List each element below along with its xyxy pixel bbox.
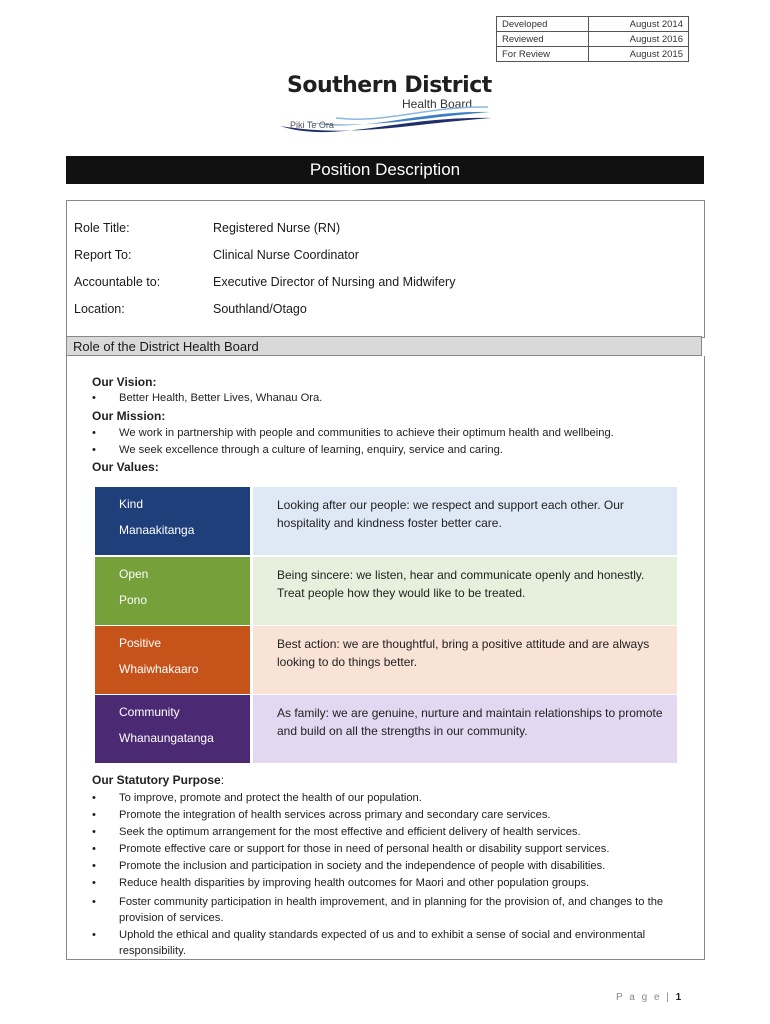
role-value: Executive Director of Nursing and Midwifery xyxy=(213,275,456,289)
role-key: Accountable to: xyxy=(74,275,161,289)
role-details xyxy=(66,200,705,338)
revision-table xyxy=(496,16,689,62)
role-key: Location: xyxy=(74,302,125,316)
logo-subtitle: Health Board xyxy=(402,97,473,111)
role-value: Clinical Nurse Coordinator xyxy=(213,248,359,262)
vision-heading: Our Vision: xyxy=(92,375,157,389)
revision-date: August 2015 xyxy=(588,47,688,62)
revision-date: August 2016 xyxy=(588,32,688,47)
revision-date: August 2014 xyxy=(588,17,688,32)
statutory-heading: Our Statutory Purpose: xyxy=(92,773,225,787)
value-name: Open xyxy=(119,567,149,581)
value-description: Being sincere: we listen, hear and communicate openly and honestly. Treat people how they would like to be treated. xyxy=(277,568,645,600)
value-name: Kind xyxy=(119,497,144,511)
section-header: Role of the District Health Board xyxy=(66,336,702,356)
value-name: Positive xyxy=(119,636,162,650)
role-key: Report To: xyxy=(74,248,132,262)
value-maori: Manaakitanga xyxy=(119,523,195,537)
value-maori: Whanaungatanga xyxy=(119,731,214,745)
value-description: Best action: we are thoughtful, bring a positive attitude and are always looking to do things better. xyxy=(277,637,650,669)
page-number: P a g e | 1 xyxy=(616,992,682,1003)
logo-title: Southern District xyxy=(287,73,492,98)
mission-heading: Our Mission: xyxy=(92,409,166,423)
revision-row xyxy=(497,47,689,62)
logo-tagline: Piki Te Ora xyxy=(290,120,334,130)
value-label-cell xyxy=(95,626,250,694)
value-description: As family: we are genuine, nurture and maintain relationships to promote and build on all the strengths in our community. xyxy=(277,706,663,738)
revision-label: Developed xyxy=(497,17,589,32)
revision-label: Reviewed xyxy=(497,32,589,47)
role-value: Registered Nurse (RN) xyxy=(213,221,341,235)
value-maori: Pono xyxy=(119,593,148,607)
value-label-cell xyxy=(95,695,250,763)
value-label-cell xyxy=(95,487,250,555)
values-heading: Our Values: xyxy=(92,460,159,474)
value-desc-cell xyxy=(253,557,677,625)
value-label-cell xyxy=(95,557,250,625)
revision-row xyxy=(497,17,689,32)
page-title: Position Description xyxy=(66,156,704,184)
revision-row xyxy=(497,32,689,47)
role-value: Southland/Otago xyxy=(213,302,307,316)
value-desc-cell xyxy=(253,695,677,763)
role-key: Role Title: xyxy=(74,221,130,235)
value-maori: Whaiwhakaaro xyxy=(119,662,199,676)
value-description: Looking after our people: we respect and support each other. Our hospitality and kindness foster better care. xyxy=(277,498,624,530)
value-name: Community xyxy=(119,705,180,719)
value-desc-cell xyxy=(253,487,677,555)
value-desc-cell xyxy=(253,626,677,694)
revision-label: For Review xyxy=(497,47,589,62)
